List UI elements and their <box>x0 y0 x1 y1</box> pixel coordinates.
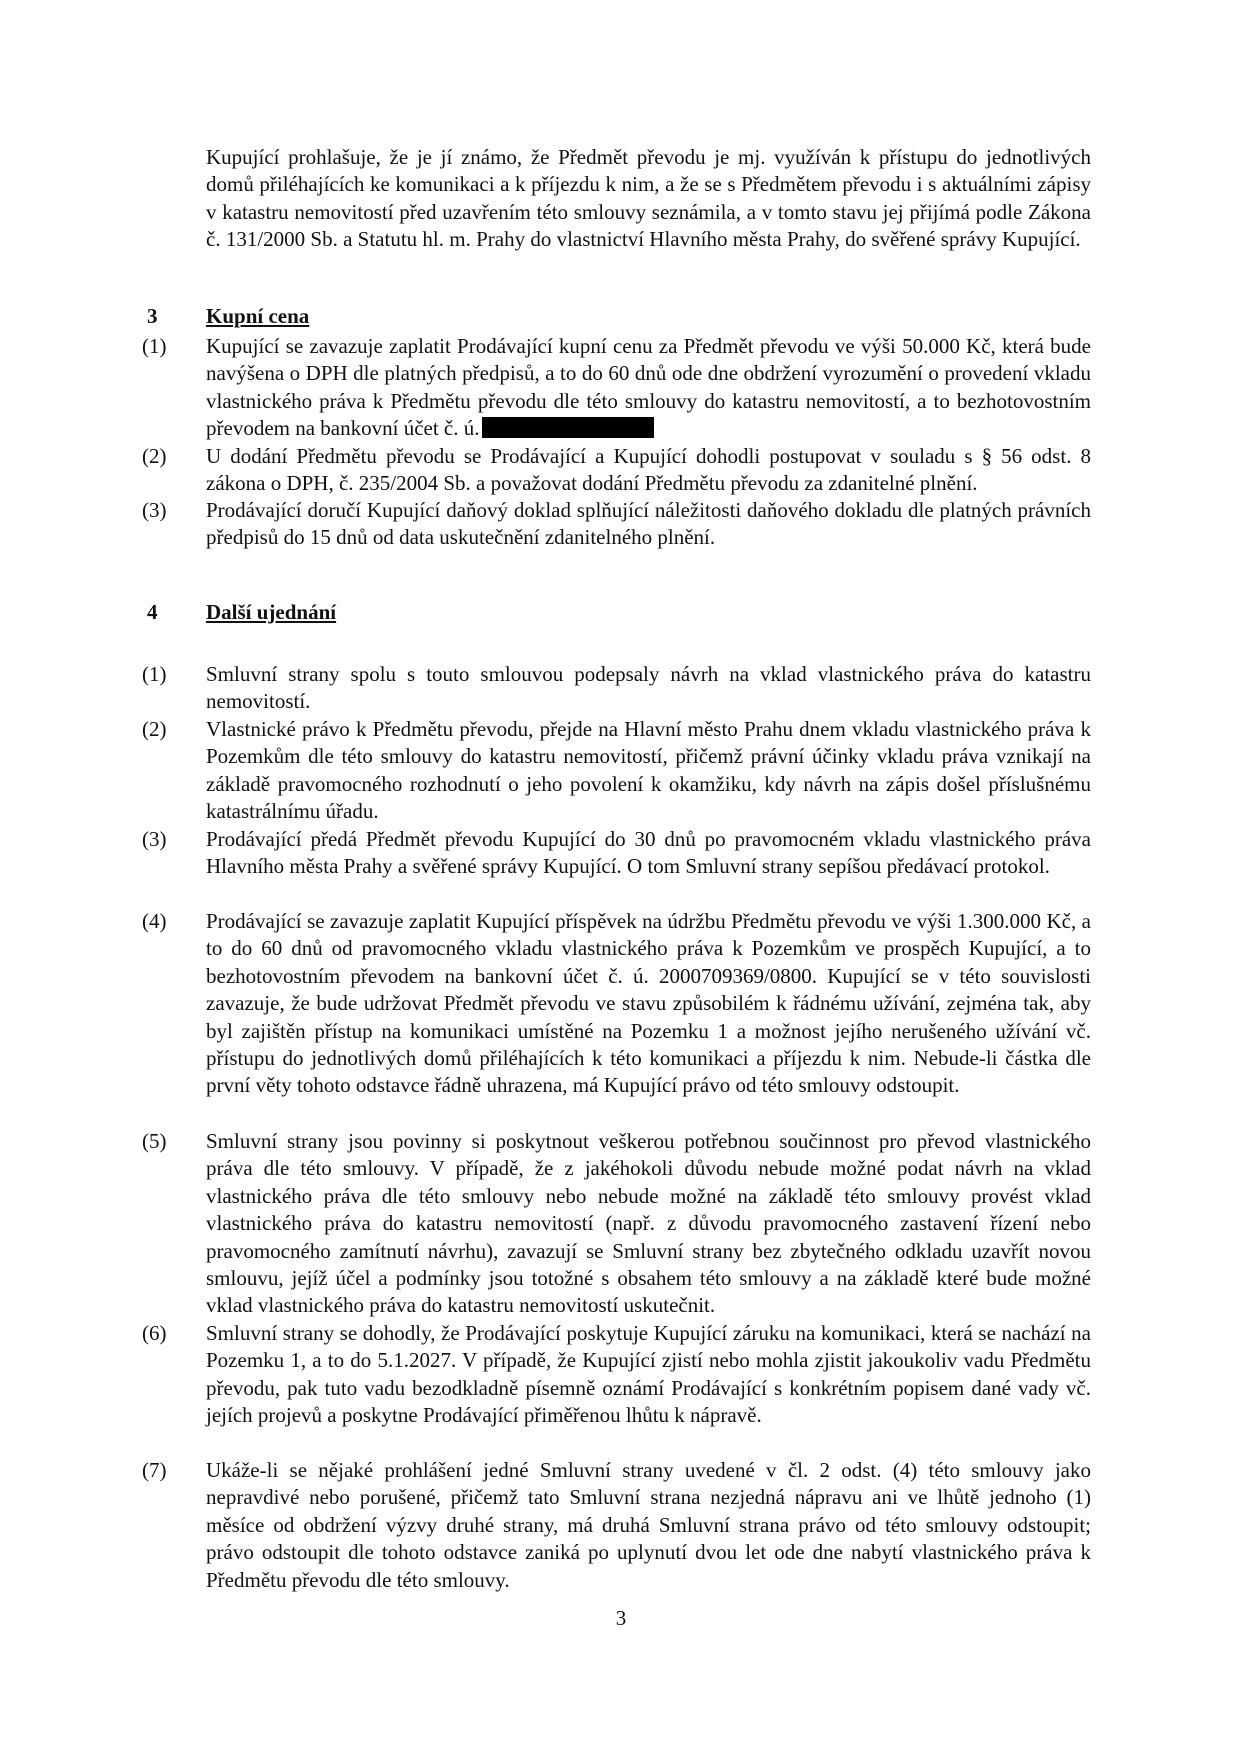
section-4-number: 4 <box>147 600 158 624</box>
item-text: Prodávající předá Předmět převodu Kupující do 30 dnů po pravomocném vkladu vlastnického práva Hlavního města Prahy a svěřené správy Kupující. O tom Smluvní strany sepíšou předávací protokol. <box>206 827 1091 879</box>
item-text: U dodání Předmětu převodu se Prodávající a Kupující dohodli postupovat v souladu s § 56 odst. 8 zákona o DPH, č. 235/2004 Sb. a považovat dodání Předmětu převodu za zdanitelné plnění. <box>206 444 1091 496</box>
item-number: (3) <box>142 498 167 522</box>
item-number: (2) <box>142 444 167 468</box>
item-number: (1) <box>142 662 167 686</box>
item-text: Prodávající doručí Kupující daňový doklad splňující náležitosti daňového dokladu dle platných právních předpisů do 15 dnů od data uskutečnění zdanitelného plnění. <box>206 498 1091 550</box>
item-number: (6) <box>142 1321 167 1345</box>
intro-paragraph: Kupující prohlašuje, že je jí známo, že Předmět převodu je mj. využíván k přístupu do jednotlivých domů přiléhajících ke komunikaci a k příjezdu k nim, a že se s Předmětem převodu i s aktuálními zápisy v katastru nemovitostí před uzavřením této smlouvy seznámila, a v tomto stavu jej přijímá podle Zákona č. 131/2000 Sb. a Statutu hl. m. Prahy do vlastnictví Hlavního města Prahy, do svěřené správy Kupující. <box>206 145 1091 252</box>
item-text <box>206 333 1091 443</box>
item-text: Smluvní strany se dohodly, že Prodávající poskytuje Kupující záruku na komunikaci, která se nachází na Pozemku 1, a to do 5.1.2027. V případě, že Kupující zjistí nebo mohla zjistit jakoukoliv vadu Předmětu převodu, pak tuto vadu bezodkladně písemně oznámí Prodávající s konkrétním popisem dané vady vč. jejích projevů a poskytne Prodávající přiměřenou lhůtu k nápravě. <box>206 1321 1091 1428</box>
page-number: 3 <box>615 1606 627 1630</box>
redaction-bar <box>482 417 654 438</box>
item-number: (3) <box>142 827 167 851</box>
item-number: (7) <box>142 1458 167 1482</box>
item-number: (1) <box>142 334 167 358</box>
item-text: Vlastnické právo k Předmětu převodu, přejde na Hlavní město Prahu dnem vkladu vlastnického práva k Pozemkům dle této smlouvy do katastru nemovitostí, přičemž právní účinky vkladu práva vznikají na základě pravomocného rozhodnutí o jeho povolení k okamžiku, kdy návrh na zápis došel příslušnému katastrálnímu úřadu. <box>206 717 1091 824</box>
item-number: (5) <box>142 1129 167 1153</box>
item-number: (4) <box>142 909 167 933</box>
section-3-title: Kupní cena <box>206 304 310 328</box>
item-text-content: Kupující se zavazuje zaplatit Prodávající kupní cenu za Předmět převodu ve výši 50.000 Kč, která bude navýšena o DPH dle platných předpisů, a to do 60 dnů ode dne obdržení vyrozumění o provedení vkladu vlastnického práva k Předmětu převodu dle této smlouvy do katastru nemovitostí, a to bezhotovostním převodem na bankovní účet č. ú. <box>206 334 1091 441</box>
section-4-title: Další ujednání <box>206 600 337 624</box>
item-text: Smluvní strany spolu s touto smlouvou podepsaly návrh na vklad vlastnického práva do katastru nemovitostí. <box>206 662 1091 714</box>
item-text: Ukáže-li se nějaké prohlášení jedné Smluvní strany uvedené v čl. 2 odst. (4) této smlouvy jako nepravdivé nebo porušené, přičemž tato Smluvní strana nezjedná nápravu ani ve lhůtě jednoho (1) měsíce od obdržení výzvy druhé strany, má druhá Smluvní strana právo od této smlouvy odstoupit; právo odstoupit dle tohoto odstavce zaniká po uplynutí dvou let ode dne nabytí vlastnického práva k Předmětu převodu dle této smlouvy. <box>206 1458 1091 1592</box>
item-text: Smluvní strany jsou povinny si poskytnout veškerou potřebnou součinnost pro převod vlastnického práva dle této smlouvy. V případě, že z jakéhokoli důvodu nebude možné podat návrh na vklad vlastnického práva dle této smlouvy nebo nebude možné na základě této smlouvy provést vklad vlastnického práva do katastru nemovitostí (např. z důvodu pravomocného zastavení řízení nebo pravomocného zamítnutí návrhu), zavazují se Smluvní strany bez zbytečného odkladu uzavřít novou smlouvu, jejíž účel a podmínky jsou totožné s obsahem této smlouvy a na základě které bude možné vklad vlastnického práva do katastru nemovitostí uskutečnit. <box>206 1129 1091 1318</box>
section-3-number: 3 <box>147 304 158 328</box>
item-text: Prodávající se zavazuje zaplatit Kupující příspěvek na údržbu Předmětu převodu ve výši 1.300.000 Kč, a to do 60 dnů od pravomocného vkladu vlastnického práva k Pozemkům ve prospěch Kupující, a to bezhotovostním převodem na bankovní účet č. ú. 2000709369/0800. Kupující se v této souvislosti zavazuje, že bude udržovat Předmět převodu ve stavu způsobilém k řádnému užívání, zejména tak, aby byl zajištěn přístup na komunikaci umístěné na Pozemku 1 a možnost jejího nerušeného užívání vč. přístupu do jednotlivých domů přiléhajících k této komunikaci a příjezdu k nim. Nebude-li částka dle první věty tohoto odstavce řádně uhrazena, má Kupující právo od této smlouvy odstoupit. <box>206 909 1091 1098</box>
item-number: (2) <box>142 717 167 741</box>
